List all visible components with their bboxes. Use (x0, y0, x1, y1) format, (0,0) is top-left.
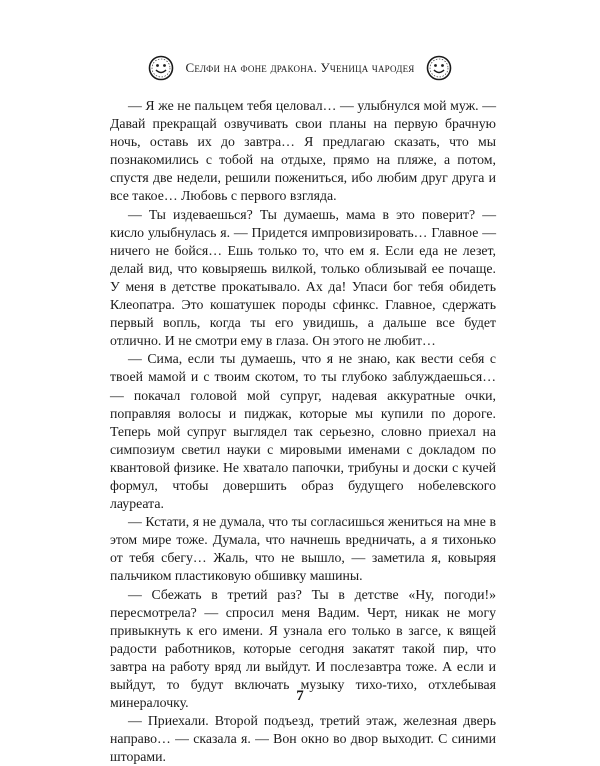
paragraph: — Сима, если ты думаешь, что я не знаю, как вести себя с твоей мамой и с твоим скотом, то ты глубоко заблуждаешься… — покачал головой мой супруг, надевая аккуратные очки, поправляя волосы и пиджак, которые мы купили по дороге. Теперь мой супруг выглядел так серьезно, словно приехал на симпозиум светил науки с мировыми именами с докладом по квантовой физике. Не хватало папочки, трибуны и доски с кучей формул, чтобы довершить образ будущего нобелевского лауреата. (110, 351, 496, 512)
paragraph: — Сбежать в третий раз? Ты в детстве «Ну, погоди!» пересмотрела? — спросил меня Вадим. Черт, никак не могу привыкнуть к его имени. Я узнала его только в загсе, к вящей радости работников, которые сегодня закатят такой пир, что завтра на работу вряд ли выйдут. И послезавтра тоже. А если и выйдут, то будут включать музыку тихо-тихо, отхлебывая минералочку. (110, 586, 496, 711)
paragraph: — Приехали. Второй подъезд, третий этаж, железная дверь направо… — сказала я. — Вон окно во двор выходит. С синими шторами. (110, 713, 496, 765)
paragraph: — Ты издеваешься? Ты думаешь, мама в это поверит? — кисло улыбнулась я. — Придется импровизировать… Главное — ничего не бойся… Ешь только то, что ем я. Если еда не лезет, делай вид, что ковыряешь вилкой, только облизывай ее почаще. У меня в детстве прокатывало. Ах да! Упаси бог тебя обидеть Клеопатра. Это кошатушек породы сфинкс. Главное, сдержать первый вопль, когда ты его увидишь, а дальше все будет отлично. И не смотри ему в глаза. Он этого не любит… (110, 206, 496, 349)
book-title: Селфи на фоне дракона. Ученица чародея (185, 60, 415, 75)
running-header (120, 50, 480, 86)
smiley-face-icon (148, 55, 174, 81)
page-number: 7 (296, 688, 304, 704)
smiley-face-icon (426, 55, 452, 81)
paragraph: — Я же не пальцем тебя целовал… — улыбнулся мой муж. — Давай прекращай озвучивать свои планы на первую брачную ночь, оставь их до завтра… Я предлагаю сказать, что мы познакомились с тобой на отдыхе, прямо на пляже, а потом, спустя две недели, решили пожениться, ибо любим друг друга и все такое… Любовь с первого взгляда. (110, 98, 496, 204)
paragraph: — Кстати, я не думала, что ты согласишься жениться на мне в этом мире тоже. Думала, что начнешь вредничать, а я тихонько от тебя сбегу… Жаль, что не вышло, — заметила я, ковыряя пальчиком пластиковую обшивку машины. (110, 514, 496, 584)
body-text (110, 97, 496, 766)
